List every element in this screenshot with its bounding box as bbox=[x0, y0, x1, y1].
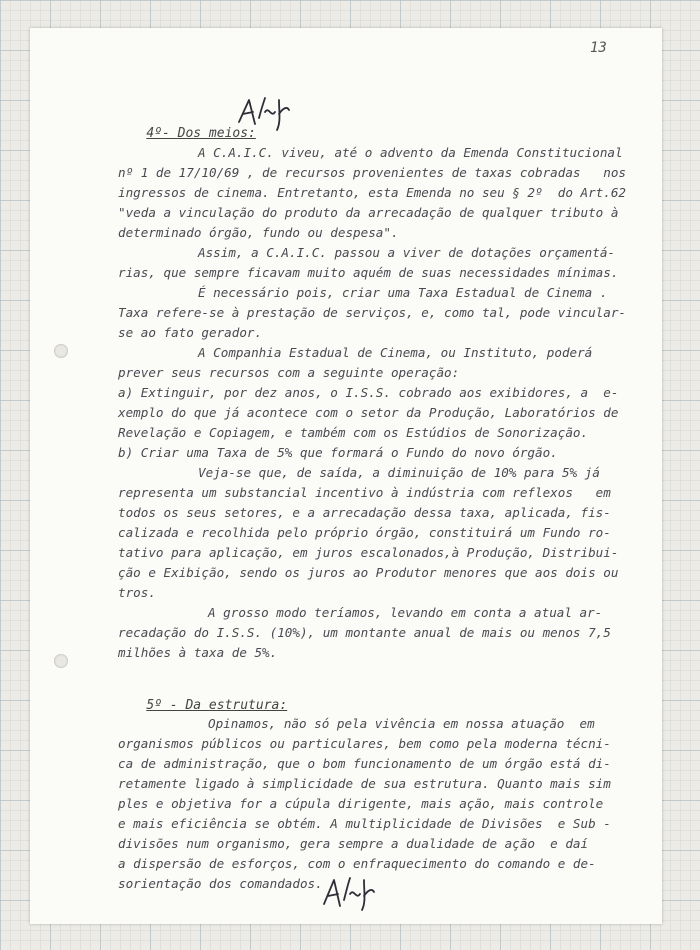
punch-hole bbox=[54, 344, 68, 358]
body-line: todos os seus setores, e a arrecadação dessa taxa, aplicada, fis- bbox=[118, 505, 611, 520]
body-line: e mais eficiência se obtém. A multiplicidade de Divisões e Sub - bbox=[118, 816, 611, 831]
body-line: ca de administração, que o bom funcionamento de um órgão está di- bbox=[118, 756, 611, 771]
page-number: 13 bbox=[590, 40, 607, 56]
body-line: A C.A.I.C. viveu, até o advento da Emenda Constitucional bbox=[198, 145, 623, 160]
body-line: sorientação dos comandados. bbox=[118, 876, 323, 891]
body-line: retamente ligado à simplicidade de sua estrutura. Quanto mais sim bbox=[118, 776, 611, 791]
body-line: Veja-se que, de saída, a diminuição de 10% para 5% já bbox=[198, 465, 600, 480]
body-line: b) Criar uma Taxa de 5% que formará o Fundo do novo órgão. bbox=[118, 445, 558, 460]
body-line: representa um substancial incentivo à indústria com reflexos em bbox=[118, 485, 611, 500]
body-line: a dispersão de esforços, com o enfraquecimento do comando e de- bbox=[118, 856, 596, 871]
body-line: tros. bbox=[118, 585, 156, 600]
body-line: É necessário pois, criar uma Taxa Estadual de Cinema . bbox=[198, 285, 608, 300]
document-page bbox=[30, 28, 662, 924]
body-line: xemplo do que já acontece com o setor da Produção, Laboratórios de bbox=[118, 405, 619, 420]
body-line: determinado órgão, fundo ou despesa". bbox=[118, 225, 399, 240]
body-line: Assim, a C.A.I.C. passou a viver de dotações orçamentá- bbox=[198, 245, 616, 260]
body-line: organismos públicos ou particulares, bem como pela moderna técni- bbox=[118, 736, 611, 751]
body-line: milhões à taxa de 5%. bbox=[118, 645, 278, 660]
body-line: prever seus recursos com a seguinte operação: bbox=[118, 365, 460, 380]
punch-hole bbox=[54, 654, 68, 668]
body-line: divisões num organismo, gera sempre a dualidade de ação e daí bbox=[118, 836, 589, 851]
body-line: Revelação e Copiagem, e também com os Estúdios de Sonorização. bbox=[118, 425, 589, 440]
body-line: A Companhia Estadual de Cinema, ou Instituto, poderá bbox=[198, 345, 593, 360]
body-line: tativo para aplicação, em juros escalonados,à Produção, Distribui- bbox=[118, 545, 619, 560]
body-line: nº 1 de 17/10/69 , de recursos provenientes de taxas cobradas nos bbox=[118, 165, 626, 180]
body-line: recadação do I.S.S. (10%), um montante anual de mais ou menos 7,5 bbox=[118, 625, 611, 640]
handwritten-initials-signature bbox=[320, 870, 380, 914]
section-heading-4-text: 4º- Dos meios: bbox=[146, 126, 256, 141]
body-line: rias, que sempre ficavam muito aquém de suas necessidades mínimas. bbox=[118, 265, 619, 280]
body-line: Taxa refere-se à prestação de serviços, e, como tal, pode vincular- bbox=[118, 305, 626, 320]
body-line: ção e Exibição, sendo os juros ao Produtor menores que aos dois ou bbox=[118, 565, 619, 580]
body-line: calizada e recolhida pelo próprio órgão, constituirá um Fundo ro- bbox=[118, 525, 611, 540]
body-line: se ao fato gerador. bbox=[118, 325, 263, 340]
body-line: A grosso modo teríamos, levando em conta a atual ar- bbox=[208, 605, 603, 620]
body-line: Opinamos, não só pela vivência em nossa atuação em bbox=[208, 716, 595, 731]
handwritten-initials-signature bbox=[235, 92, 295, 134]
body-line: "veda a vinculação do produto da arrecadação de qualquer tributo à bbox=[118, 205, 619, 220]
body-line: a) Extinguir, por dez anos, o I.S.S. cobrado aos exibidores, a e- bbox=[118, 385, 619, 400]
section-heading-5-text: 5º - Da estrutura: bbox=[146, 698, 288, 713]
body-line: ples e objetiva for a cúpula dirigente, mais ação, mais controle bbox=[118, 796, 604, 811]
body-line: ingressos de cinema. Entretanto, esta Emenda no seu § 2º do Art.62 bbox=[118, 185, 626, 200]
